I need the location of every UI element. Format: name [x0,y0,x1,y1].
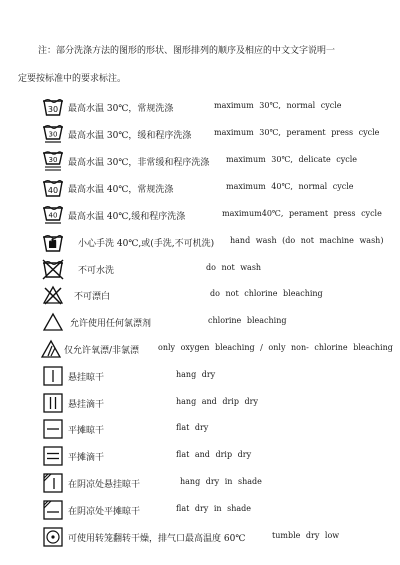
hand-wash-icon [42,231,64,253]
care-row-cn-label: 最高水温 40℃，常规洗涤 [68,185,174,195]
svg-text:30: 30 [47,105,59,114]
svg-text:30: 30 [48,130,58,139]
care-row-tumble-dry-low [42,526,392,548]
care-row-cn-label: 最高水温 30℃，缓和程序洗涤 [68,131,192,141]
care-row-en-label: do not chlorine bleaching [210,289,323,298]
svg-text:40: 40 [48,211,58,220]
care-row-en-label: maximum40℃, perament press cycle [222,209,382,218]
flat-dry-shade-icon [42,499,64,521]
care-row-cn-label: 不可漂白 [74,292,111,302]
wash-40-permanent-press-icon [42,204,64,226]
tumble-dry-low-icon [42,526,64,548]
care-row-cn-label: 悬挂晾干 [68,373,105,383]
care-row-en-label: chlorine bleaching [208,316,287,325]
flat-drip-dry-icon [42,445,64,467]
care-row-en-label: hang and drip dry [176,397,258,406]
care-row-drip-dry [42,392,392,414]
care-row-cn-label: 平摊晾干 [68,426,105,436]
care-row-en-label: hand wash (do not machine wash) [230,236,384,245]
care-row-en-label: flat and drip dry [176,450,252,459]
care-row-en-label: hang dry [176,370,216,379]
note-line-1: 注：部分洗涤方法的图形的形状、图形排列的顺序及相应的中文文字说明一 [38,46,336,56]
care-row-cn-label: 最高水温 30℃，常规洗涤 [68,104,174,114]
care-row-en-label: maximum 30℃, normal cycle [214,101,342,110]
care-row-cn-label: 允许使用任何氯漂剂 [70,319,152,329]
flat-dry-icon [42,418,64,440]
care-row-cn-label: 悬挂滴干 [68,400,105,410]
care-row-wash-40-normal [42,177,392,199]
care-row-wash-40-permanent-press [42,204,392,226]
wash-30-normal-icon [42,96,64,118]
care-row-flat-drip-dry [42,445,392,467]
care-row-cn-label: 最高水温 30℃，非常缓和程序洗涤 [68,158,210,168]
care-row-en-label: flat dry in shade [176,504,252,513]
care-row-en-label: maximum 40℃, normal cycle [226,182,354,191]
wash-30-permanent-press-icon [42,123,64,145]
care-row-wash-30-permanent-press [42,123,392,145]
care-row-en-label: maximum 30℃, delicate cycle [226,155,357,164]
wash-30-delicate-icon [42,150,64,172]
care-row-cn-label: 在阴凉处悬挂晾干 [68,480,141,490]
bleach-allowed-icon [42,311,64,333]
care-row-en-label: do not wash [206,263,262,272]
care-row-line-dry [42,365,392,387]
wash-40-normal-icon [42,177,64,199]
care-row-wash-30-delicate [42,150,392,172]
care-row-cn-label: 最高水温 40℃,缓和程序洗涤 [68,212,186,222]
drip-dry-icon [42,392,64,414]
care-row-cn-label: 仅允许氧漂/非氯漂 [64,346,140,356]
care-row-cn-label: 平摊滴干 [68,453,105,463]
care-row-wash-30-normal [42,96,392,118]
line-dry-shade-icon [42,472,64,494]
do-not-bleach-icon [42,284,64,306]
care-row-en-label: only oxygen bleaching / only non- chlorine bleaching [158,343,393,352]
care-row-flat-dry-shade [42,499,392,521]
line-dry-icon [42,365,64,387]
care-row-cn-label: 在阴凉处平摊晾干 [68,507,141,517]
care-row-do-not-wash [42,258,392,280]
care-row-bleach-allowed [42,311,392,333]
note-line-2: 定要按标准中的要求标注。 [18,74,127,84]
svg-text:30: 30 [48,156,58,164]
care-row-line-dry-shade [42,472,392,494]
care-row-en-label: flat dry [176,423,209,432]
non-chlorine-bleach-icon [40,338,62,360]
care-row-non-chlorine-bleach [40,338,393,360]
do-not-wash-icon [42,258,64,280]
care-row-en-label: hang dry in shade [180,477,262,486]
care-row-do-not-bleach [42,284,392,306]
care-row-flat-dry [42,418,392,440]
svg-text:40: 40 [47,186,59,195]
care-row-hand-wash [42,231,392,253]
care-row-en-label: tumble dry low [272,531,340,540]
care-row-cn-label: 可使用转笼翻转干燥，排气口最高温度 60℃ [68,534,246,544]
care-row-cn-label: 不可水洗 [78,266,115,276]
care-row-cn-label: 小心手洗 40℃,或(手洗,不可机洗) [78,239,215,249]
care-row-en-label: maximum 30℃, perament press cycle [214,128,380,137]
